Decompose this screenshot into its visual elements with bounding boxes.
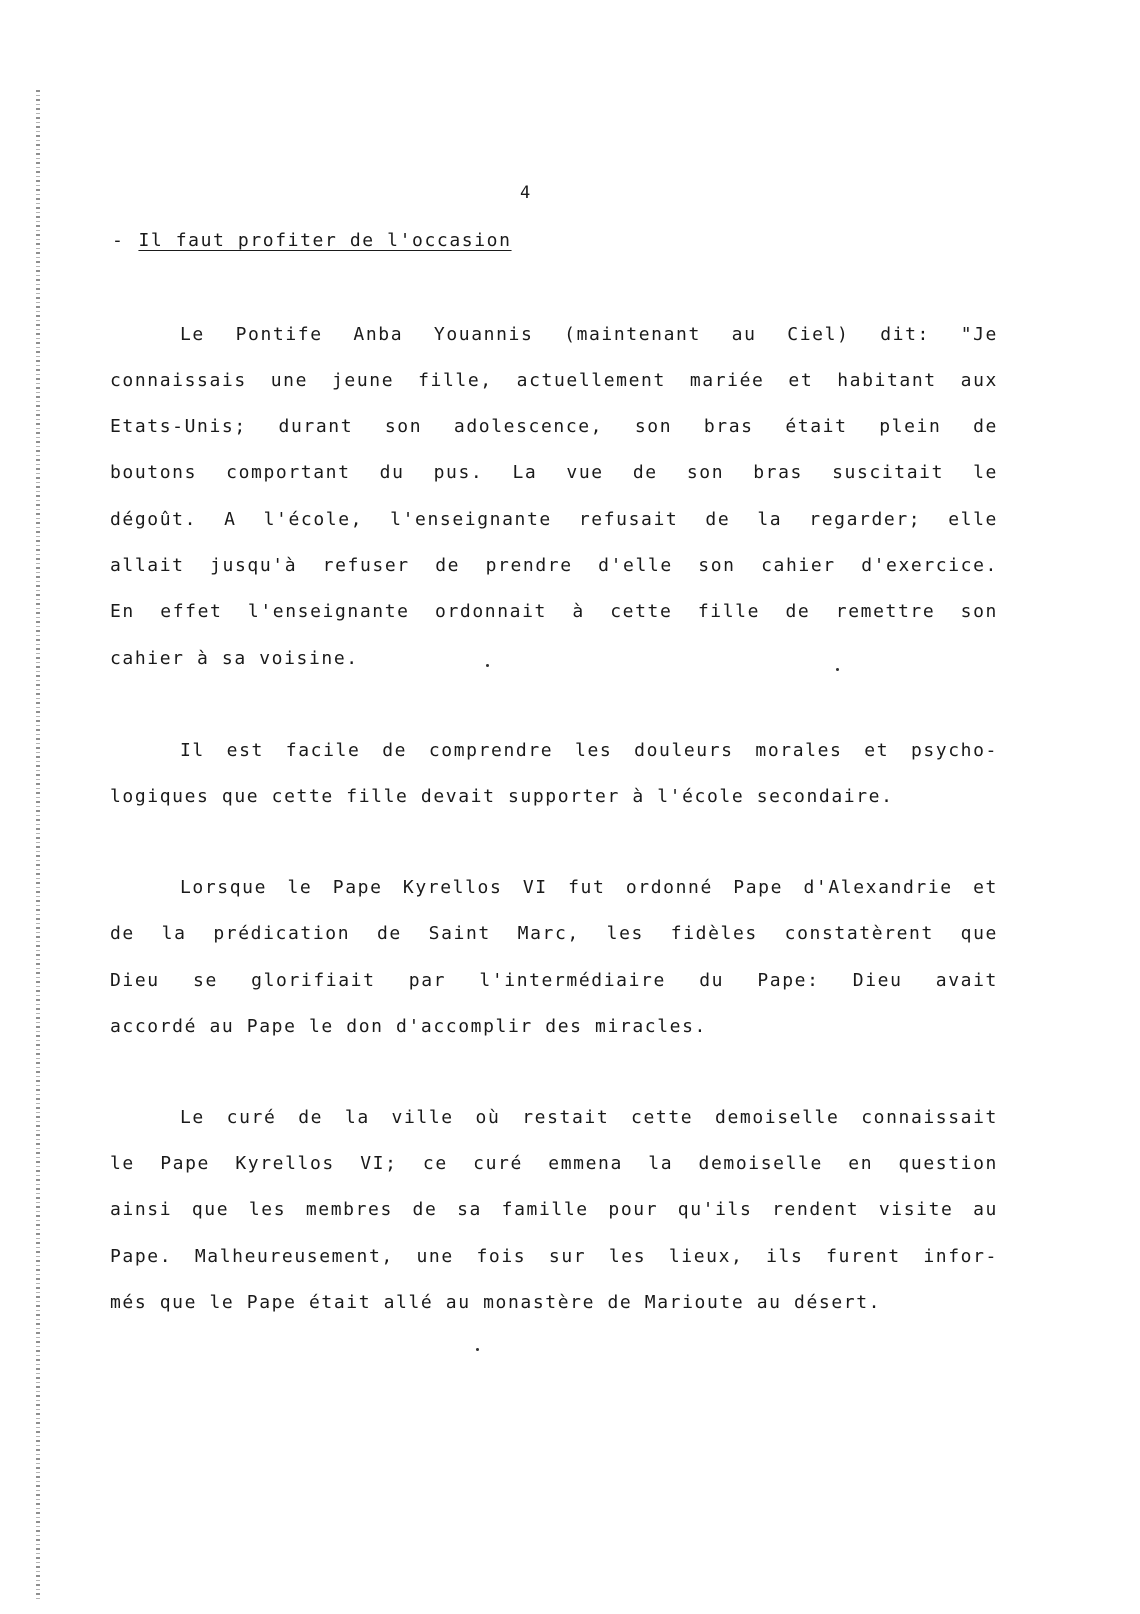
paragraph-line: allait jusqu'à refuser de prendre d'elle son cahier d'exercice.: [110, 555, 998, 576]
scan-speck: [476, 1348, 479, 1351]
paragraph-line: En effet l'enseignante ordonnait à cette fille de remettre son: [110, 601, 998, 622]
page-number: 4: [520, 183, 532, 203]
scan-margin-edge: [36, 90, 40, 1600]
paragraph-line: Le curé de la ville où restait cette demoiselle connaissait: [180, 1107, 998, 1128]
paragraph-line: boutons comportant du pus. La vue de son bras suscitait le: [110, 462, 998, 483]
paragraph-line: connaissais une jeune fille, actuellement mariée et habitant aux: [110, 370, 998, 391]
paragraph-line: Lorsque le Pape Kyrellos VI fut ordonné Pape d'Alexandrie et: [180, 877, 998, 898]
heading-title: Il faut profiter de l'occasion: [138, 230, 512, 251]
scan-speck: [486, 664, 489, 667]
paragraph-line: accordé au Pape le don d'accomplir des miracles.: [110, 1016, 707, 1037]
paragraph-line: de la prédication de Saint Marc, les fidèles constatèrent que: [110, 923, 998, 944]
section-heading: [112, 230, 512, 251]
scan-speck: [836, 668, 839, 671]
paragraph-line: logiques que cette fille devait supporter à l'école secondaire.: [110, 786, 894, 807]
paragraph-line: cahier à sa voisine.: [110, 648, 359, 669]
paragraph-line: Le Pontife Anba Youannis (maintenant au Ciel) dit: "Je: [180, 324, 998, 345]
paragraph-line: Il est facile de comprendre les douleurs morales et psycho-: [180, 740, 998, 761]
paragraph-line: le Pape Kyrellos VI; ce curé emmena la demoiselle en question: [110, 1153, 998, 1174]
paragraph-line: dégoût. A l'école, l'enseignante refusait de la regarder; elle: [110, 509, 998, 530]
paragraph-line: Pape. Malheureusement, une fois sur les lieux, ils furent infor-: [110, 1246, 998, 1267]
paragraph-line: Dieu se glorifiait par l'intermédiaire du Pape: Dieu avait: [110, 970, 998, 991]
paragraph-line: Etats-Unis; durant son adolescence, son bras était plein de: [110, 416, 998, 437]
paragraph-line: més que le Pape était allé au monastère de Marioute au désert.: [110, 1292, 882, 1313]
paragraph-line: ainsi que les membres de sa famille pour qu'ils rendent visite au: [110, 1199, 998, 1220]
heading-dash: -: [112, 230, 125, 251]
